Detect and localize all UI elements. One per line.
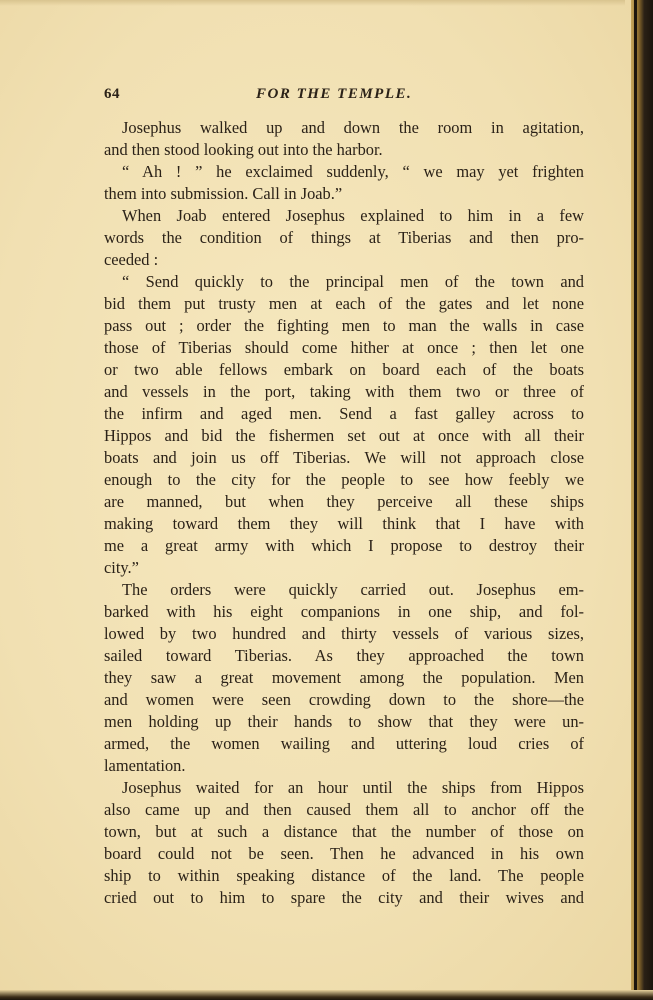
- text-line: ceeded :: [104, 250, 159, 269]
- text-line: are manned, but when they perceive all these ships: [104, 492, 584, 511]
- spine-shadow-line: [634, 0, 637, 990]
- text-line: lamentation.: [104, 756, 186, 775]
- text-line: also came up and then caused them all to anchor off the: [104, 800, 584, 819]
- text-line: cried out to him to spare the city and their wives and: [104, 888, 584, 907]
- text-line: armed, the women wailing and uttering loud cries of: [104, 734, 584, 753]
- text-line: those of Tiberias should come hither at once ; then let one: [104, 338, 584, 357]
- text-line: men holding up their hands to show that they were un-: [104, 712, 584, 731]
- text-line: pass out ; order the fighting men to man the walls in case: [104, 316, 584, 335]
- running-head: [104, 86, 584, 108]
- text-line: enough to the city for the people to see how feebly we: [104, 470, 584, 489]
- text-line: board could not be seen. Then he advanced in his own: [104, 844, 584, 863]
- text-line: The orders were quickly carried out. Josephus em-: [122, 580, 584, 599]
- text-line: Josephus walked up and down the room in agitation,: [122, 118, 584, 137]
- text-line: and then stood looking out into the harbor.: [104, 140, 383, 159]
- text-line: boats and join us off Tiberias. We will not approach close: [104, 448, 584, 467]
- text-line: Josephus waited for an hour until the ships from Hippos: [122, 778, 584, 797]
- text-line: making toward them they will think that I have with: [104, 514, 584, 533]
- body-text: [104, 117, 584, 909]
- text-line: or two able fellows embark on board each of the boats: [104, 360, 584, 379]
- text-line: sailed toward Tiberias. As they approached the town: [104, 646, 584, 665]
- page-number: 64: [104, 86, 120, 102]
- text-line: ship to within speaking distance of the land. The people: [104, 866, 584, 885]
- text-line: When Joab entered Josephus explained to him in a few: [122, 206, 584, 225]
- text-line: lowed by two hundred and thirty vessels of various sizes,: [104, 624, 584, 643]
- text-line: they saw a great movement among the population. Men: [104, 668, 584, 687]
- text-line: and women were seen crowding down to the shore—the: [104, 690, 584, 709]
- text-line: and vessels in the port, taking with them two or three of: [104, 382, 584, 401]
- text-line: me a great army with which I propose to destroy their: [104, 536, 584, 555]
- text-line: city.”: [104, 558, 139, 577]
- text-line: the infirm and aged men. Send a fast galley across to: [104, 404, 584, 423]
- page-bottom-edge: [0, 990, 653, 1000]
- text-line: Hippos and bid the fishermen set out at once with all their: [104, 426, 584, 445]
- text-line: town, but at such a distance that the number of those on: [104, 822, 584, 841]
- text-line: barked with his eight companions in one ship, and fol-: [104, 602, 584, 621]
- text-line: them into submission. Call in Joab.”: [104, 184, 343, 203]
- text-line: “ Send quickly to the principal men of the town and: [122, 272, 584, 291]
- text-line: bid them put trusty men at each of the gates and let none: [104, 294, 584, 313]
- page-top-edge: [0, 0, 625, 6]
- text-line: words the condition of things at Tiberias and then pro-: [104, 228, 584, 247]
- text-line: “ Ah ! ” he exclaimed suddenly, “ we may yet frighten: [122, 162, 584, 181]
- running-title: FOR THE TEMPLE.: [256, 86, 413, 102]
